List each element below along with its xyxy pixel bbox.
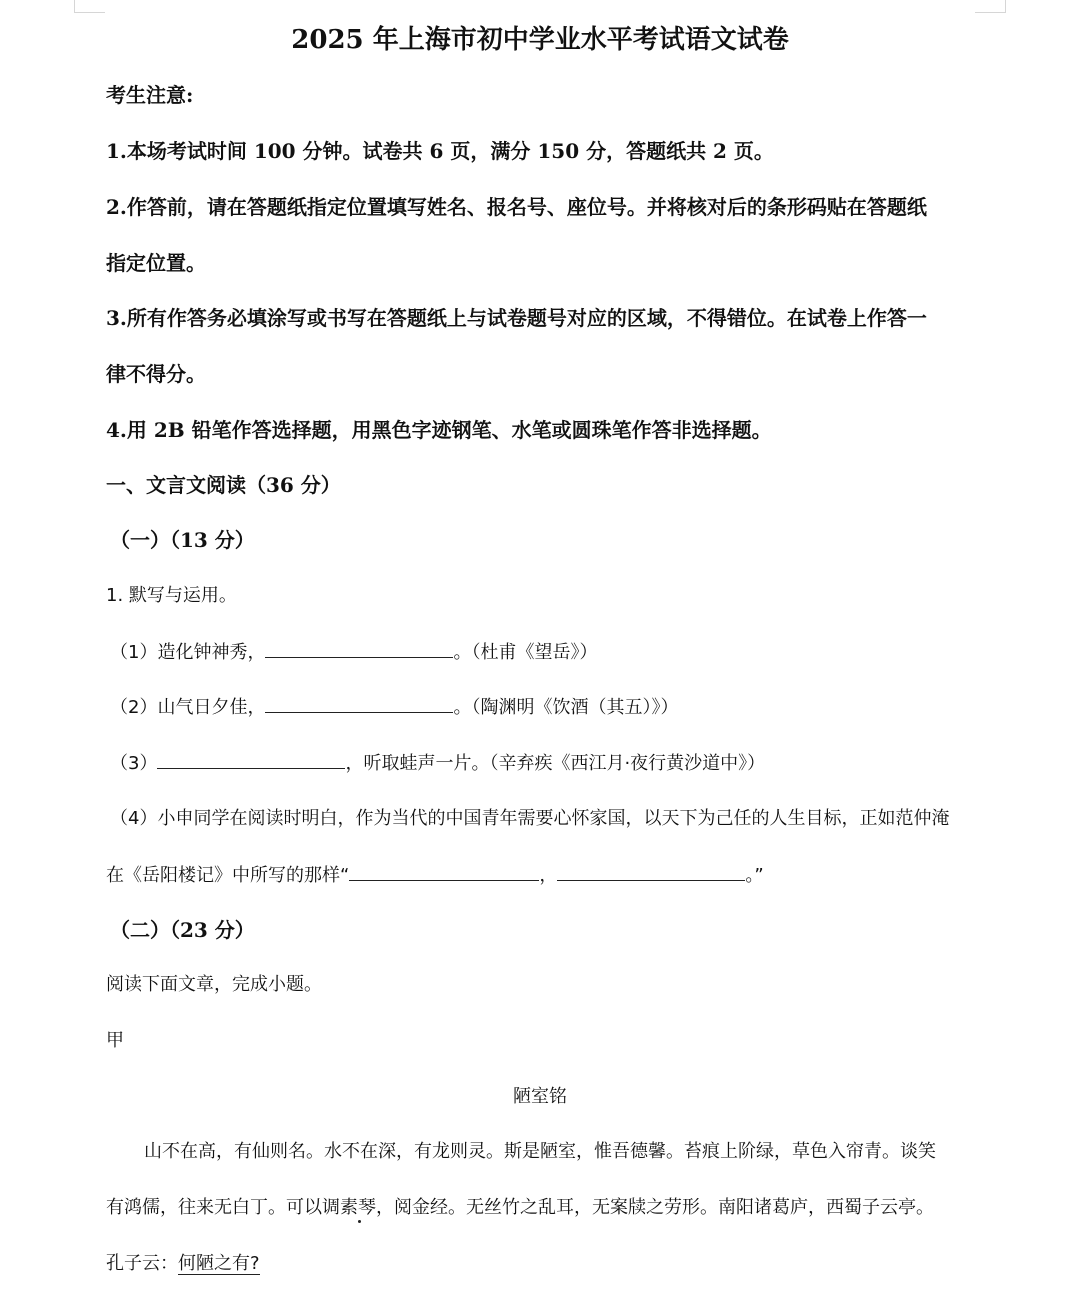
notice-item-2-line1: 2.作答前，请在答题纸指定位置填写姓名、报名号、座位号。并将核对后的条形码贴在答题纸 [106, 195, 927, 219]
question-1-4-comma: ， [539, 865, 558, 886]
notice-item-1: 1.本场考试时间 100 分钟。试卷共 6 页，满分 150 分，答题纸共 2 页。 [106, 139, 774, 163]
notice-item-2-line2: 指定位置。 [106, 251, 206, 275]
notice-item-4: 4.用 2B 铅笔作答选择题，用黑色字迹钢笔、水笔或圆珠笔作答非选择题。 [106, 418, 772, 442]
question-1-4-line1: （4）小申同学在阅读时明白，作为当代的中国青年需要心怀家国，以天下为己任的人生目标，正如范仲淹 [110, 808, 950, 829]
part2-instruction: 阅读下面文章，完成小题。 [106, 974, 322, 995]
question-1-4-line2 [106, 860, 986, 891]
question-1-3 [110, 748, 990, 779]
question-1-4-close: 。” [745, 865, 764, 886]
passage-line-3-quote: 何陋之有? [178, 1253, 260, 1274]
section-heading: 一、文言文阅读（36 分） [106, 473, 341, 497]
passage-line-2: 有鸿儒，往来无白丁。可以调素琴，阅金经。无丝竹之乱耳，无案牍之劳形。南阳诸葛庐，西蜀子云亭。 [106, 1197, 934, 1218]
page-corner-mark-right [975, 0, 1006, 13]
question-1-3-prompt: （3） [110, 753, 158, 774]
question-1-2-source: 。（陶渊明《饮酒（其五）》） [453, 697, 679, 718]
notice-item-3-line1: 3.所有作答务必填涂写或书写在答题纸上与试卷题号对应的区域，不得错位。在试卷上作答一 [106, 306, 927, 330]
question-1-3-source: ，听取蛙声一片。（辛弃疾《西江月·夜行黄沙道中》） [345, 753, 766, 774]
passage-line-1: 山不在高，有仙则名。水不在深，有龙则灵。斯是陋室，惟吾德馨。苔痕上阶绿，草色入帘青。谈笑 [144, 1141, 936, 1162]
answer-blank [265, 637, 453, 658]
notice-item-3-line2: 律不得分。 [106, 362, 206, 386]
question-1-1 [110, 637, 990, 668]
question-1-stem: 1. 默写与运用。 [106, 585, 237, 606]
answer-blank [265, 692, 453, 713]
question-1-2 [110, 692, 990, 723]
notice-heading: 考生注意: [106, 83, 194, 107]
part2-heading: （二）（23 分） [110, 918, 255, 942]
emphasis-dot [358, 1220, 361, 1223]
question-1-4-prompt: 在《岳阳楼记》中所写的那样“ [106, 865, 350, 886]
passage-line-3 [106, 1249, 986, 1279]
answer-blank [557, 860, 745, 881]
answer-blank [157, 748, 345, 769]
page-title: 2025 年上海市初中学业水平考试语文试卷 [291, 25, 789, 55]
passage-label: 甲 [106, 1030, 124, 1051]
passage-title: 陋室铭 [513, 1086, 567, 1107]
part1-heading: （一）（13 分） [110, 528, 255, 552]
passage-line-3-speaker: 孔子云： [106, 1253, 178, 1274]
answer-blank [349, 860, 539, 881]
question-1-1-prompt: （1）造化钟神秀， [110, 642, 266, 663]
question-1-1-source: 。（杜甫《望岳》） [453, 642, 598, 663]
page-corner-mark-left [74, 0, 105, 13]
question-1-2-prompt: （2）山气日夕佳， [110, 697, 266, 718]
